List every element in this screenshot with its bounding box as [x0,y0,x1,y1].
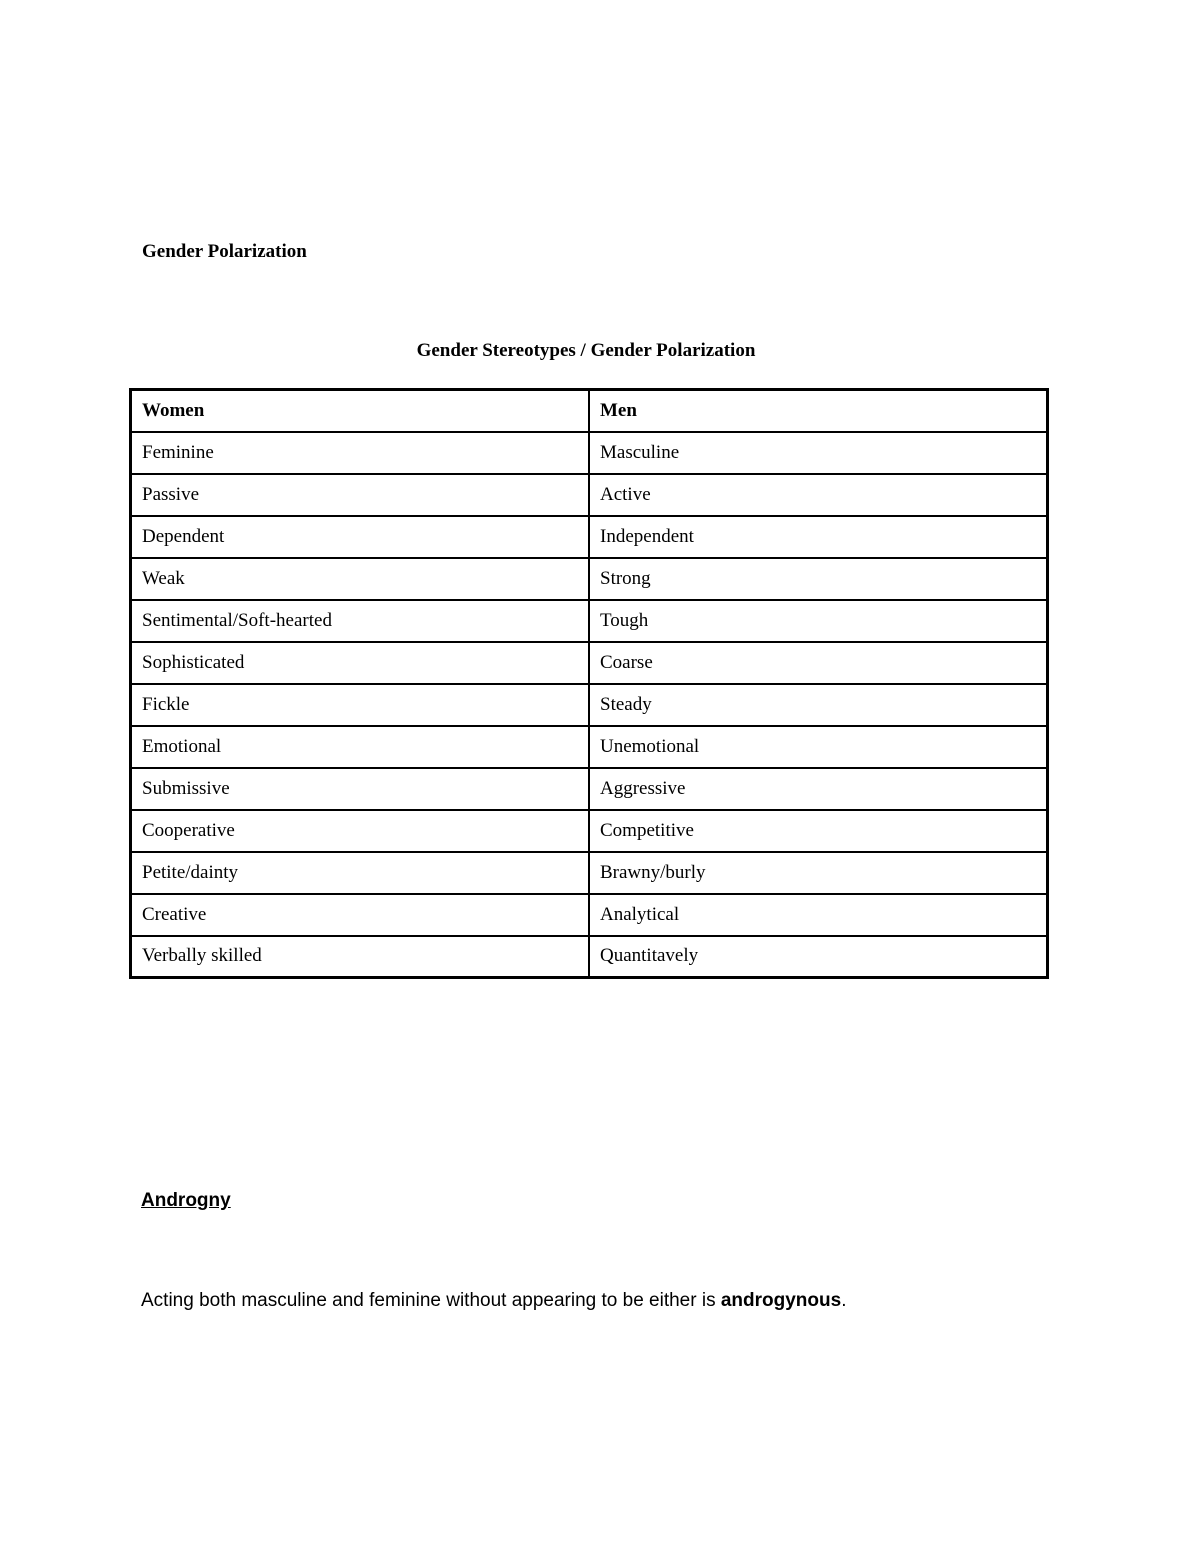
men-trait-cell: Strong [589,558,1048,600]
table-row [131,600,1048,642]
men-trait-cell: Aggressive [589,768,1048,810]
women-trait-cell: Emotional [131,726,590,768]
table-header-row [131,390,1048,432]
women-trait-cell: Dependent [131,516,590,558]
table-row [131,894,1048,936]
table-row [131,768,1048,810]
definition-paragraph [141,1290,846,1312]
definition-text: Acting both masculine and feminine without appearing to be either is [141,1290,721,1311]
table-title: Gender Stereotypes / Gender Polarization [416,340,756,361]
men-trait-cell: Analytical [589,894,1048,936]
table-row [131,726,1048,768]
table-row [131,936,1048,978]
women-trait-cell: Fickle [131,684,590,726]
women-trait-cell: Cooperative [131,810,590,852]
table-row [131,516,1048,558]
men-trait-cell: Masculine [589,432,1048,474]
column-header-women: Women [131,390,590,432]
men-trait-cell: Steady [589,684,1048,726]
page-title: Gender Polarization [142,241,307,262]
men-trait-cell: Quantitavely [589,936,1048,978]
men-trait-cell: Independent [589,516,1048,558]
table-body [131,432,1048,978]
women-trait-cell: Petite/dainty [131,852,590,894]
table-row [131,474,1048,516]
table-row [131,642,1048,684]
women-trait-cell: Passive [131,474,590,516]
definition-end: . [841,1290,847,1311]
table-row [131,432,1048,474]
table-row [131,558,1048,600]
men-trait-cell: Unemotional [589,726,1048,768]
table-row [131,852,1048,894]
women-trait-cell: Weak [131,558,590,600]
section-heading: Androgny [141,1190,231,1211]
men-trait-cell: Competitive [589,810,1048,852]
men-trait-cell: Active [589,474,1048,516]
stereotypes-table [129,388,1049,979]
men-trait-cell: Coarse [589,642,1048,684]
men-trait-cell: Tough [589,600,1048,642]
men-trait-cell: Brawny/burly [589,852,1048,894]
table-row [131,684,1048,726]
women-trait-cell: Sophisticated [131,642,590,684]
women-trait-cell: Feminine [131,432,590,474]
women-trait-cell: Submissive [131,768,590,810]
women-trait-cell: Creative [131,894,590,936]
table-row [131,810,1048,852]
column-header-men: Men [589,390,1048,432]
women-trait-cell: Verbally skilled [131,936,590,978]
defined-term: androgynous [720,1290,842,1311]
women-trait-cell: Sentimental/Soft-hearted [131,600,590,642]
